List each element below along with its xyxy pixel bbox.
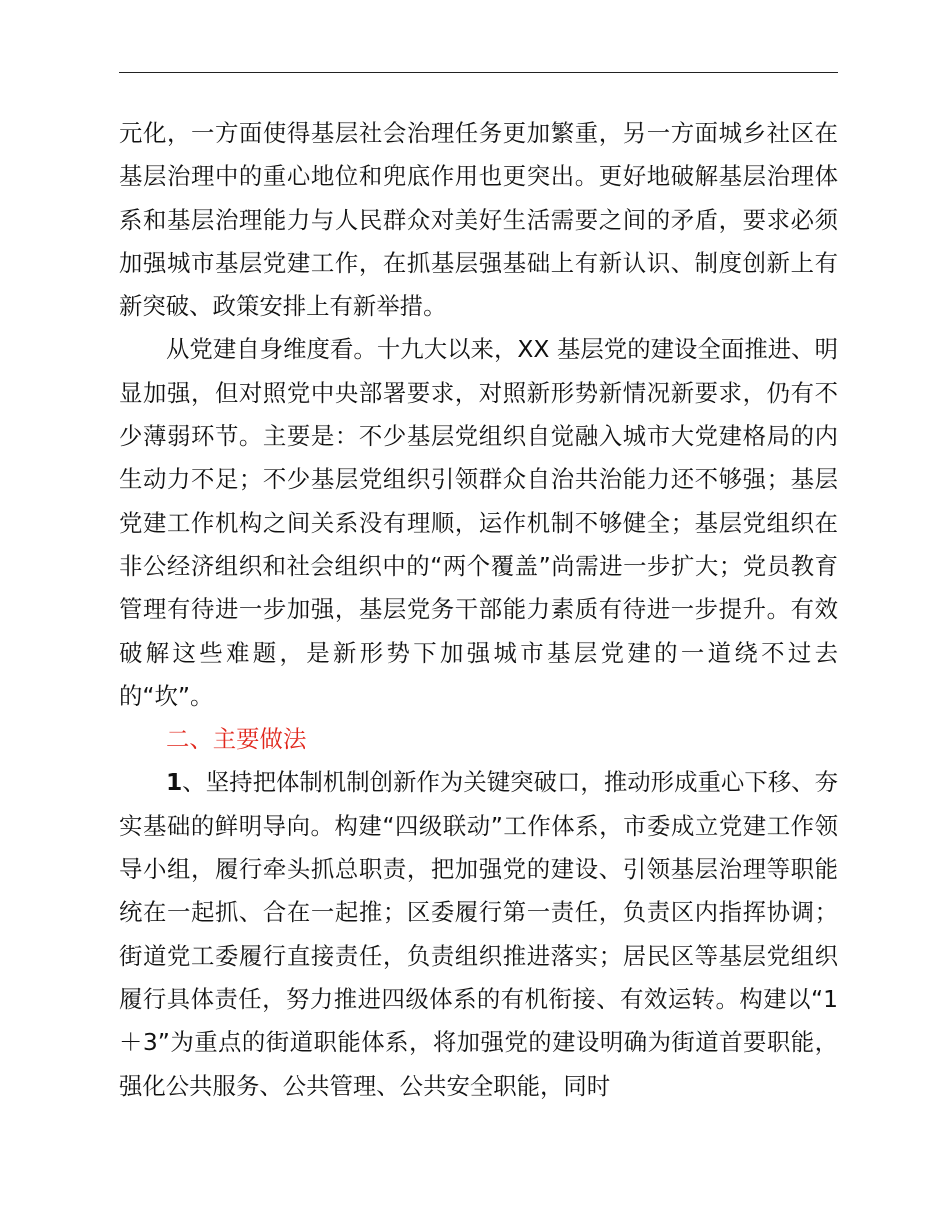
paragraph-2: 从党建自身维度看。十九大以来，XX 基层党的建设全面推进、明显加强，但对照党中央部署要求，对照新形势新情况新要求，仍有不少薄弱环节。主要是：不少基层党组织自觉融入城市大党建格局的内生动力不足；不少基层党组织引领群众自治共治能力还不够强；基层党建工作机构之间关系没有理顺，运作机制不够健全；基层党组织在非公经济组织和社会组织中的“两个覆盖”尚需进一步扩大；党员教育管理有待进一步加强，基层党务干部能力素质有待进一步提升。有效破解这些难题，是新形势下加强城市基层党建的一道绕不过去的“坎”。 — [119, 335, 838, 710]
section-heading: 二、主要做法 — [166, 725, 307, 754]
paragraph-3 — [119, 761, 838, 1107]
item-number: 1 — [166, 768, 183, 797]
paragraph-3-text: 、坚持把体制机制创新作为关键突破口，推动形成重心下移、夯实基础的鲜明导向。构建“四级联动”工作体系，市委成立党建工作领导小组，履行牵头抓总职责，把加强党的建设、引领基层治理等职能统在一起抓、合在一起推；区委履行第一责任，负责区内指挥协调；街道党工委履行直接责任，负责组织推进落实；居民区等基层党组织履行具体责任，努力推进四级体系的有机衔接、有效运转。构建以“1＋3”为重点的街道职能体系，将加强党的建设明确为街道首要职能，强化公共服务、公共管理、公共安全职能，同时 — [119, 768, 838, 1100]
body-text — [119, 112, 838, 1108]
paragraph-1: 元化，一方面使得基层社会治理任务更加繁重，另一方面城乡社区在基层治理中的重心地位和兜底作用也更突出。更好地破解基层治理体系和基层治理能力与人民群众对美好生活需要之间的矛盾，要求必须加强城市基层党建工作，在抓基层强基础上有新认识、制度创新上有新突破、政策安排上有新举措。 — [119, 119, 838, 321]
header-rule — [119, 72, 838, 73]
